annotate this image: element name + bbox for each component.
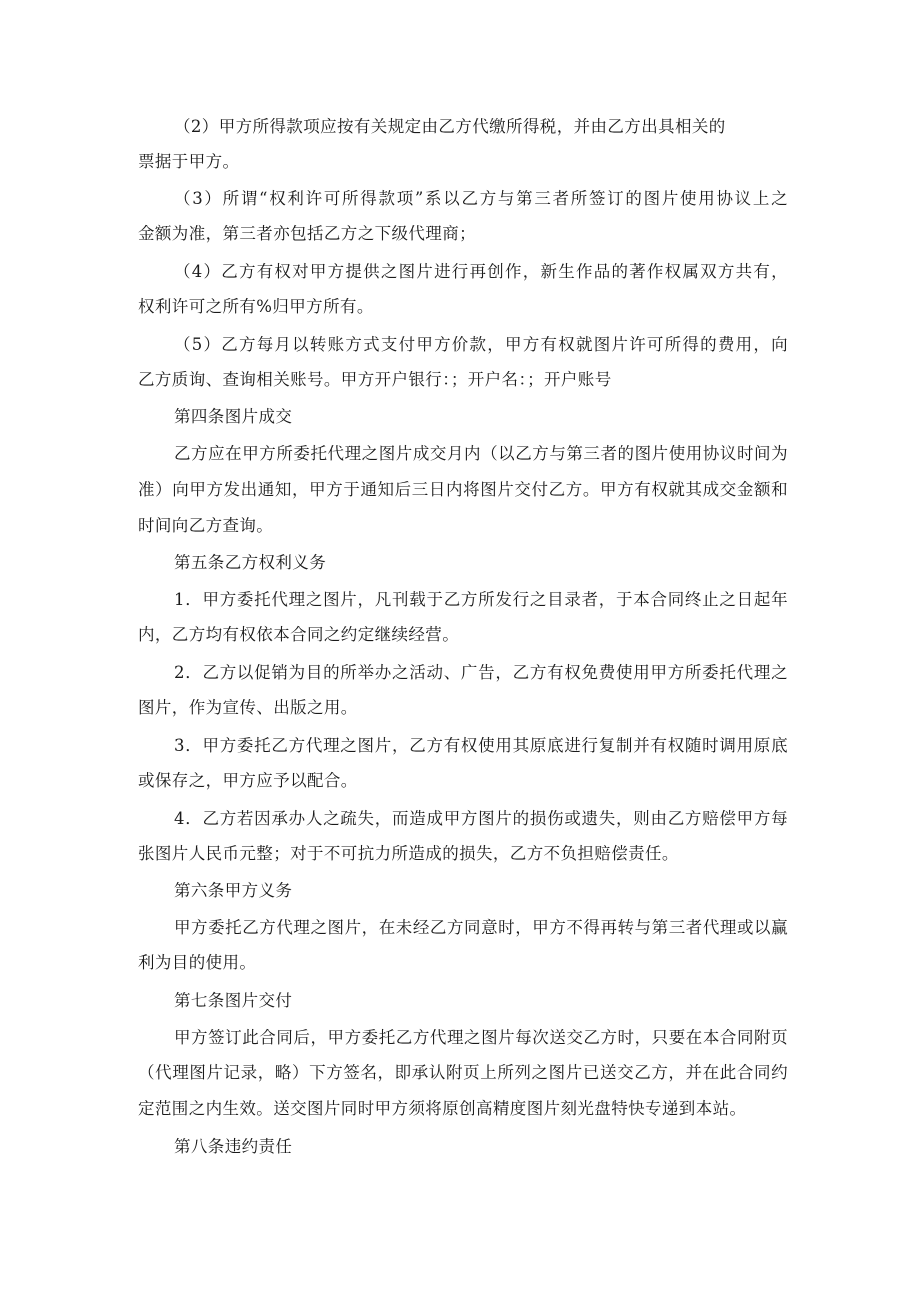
paragraph-line: 利为目的使用。: [138, 953, 257, 972]
paragraph-line: 内，乙方均有权依本合同之约定继续经营。: [138, 625, 460, 644]
paragraph-line: 乙方质询、查询相关账号。甲方开户银行：；开户名：；开户账号: [138, 370, 612, 389]
paragraph-line: （2）甲方所得款项应按有关规定由乙方代缴所得税，并由乙方出具相关的: [174, 117, 726, 136]
paragraph-line: （4）乙方有权对甲方提供之图片进行再创作，新生作品的著作权属双方共有，: [174, 262, 788, 281]
paragraph-line: 张图片人民币元整；对于不可抗力所造成的损失，乙方不负担赔偿责任。: [138, 844, 679, 863]
paragraph-line: 票据于甲方。: [138, 152, 240, 171]
section-heading: 第五条乙方权利义务: [174, 553, 327, 572]
paragraph-line: 3．甲方委托乙方代理之图片，乙方有权使用其原底进行复制并有权随时调用原底: [174, 736, 788, 755]
paragraph-line: 甲方签订此合同后，甲方委托乙方代理之图片每次送交乙方时，只要在本合同附页: [174, 1028, 788, 1047]
paragraph-line: （5）乙方每月以转账方式支付甲方价款，甲方有权就图片许可所得的费用，向: [174, 335, 788, 354]
paragraph-line: 4．乙方若因承办人之疏失，而造成甲方图片的损伤或遗失，则由乙方赔偿甲方每: [174, 809, 788, 828]
paragraph-line: 1．甲方委托代理之图片，凡刊载于乙方所发行之目录者，于本合同终止之日起年: [174, 590, 788, 609]
section-heading: 第七条图片交付: [174, 991, 293, 1010]
paragraph-line: 时间向乙方查询。: [138, 516, 274, 535]
paragraph-line: （代理图片记录，略）下方签名，即承认附页上所列之图片已送交乙方，并在此合同约: [138, 1063, 788, 1082]
paragraph-line: 金额为准，第三者亦包括乙方之下级代理商；: [138, 224, 476, 243]
section-heading: 第八条违约责任: [174, 1137, 293, 1156]
section-heading: 第六条甲方义务: [174, 881, 293, 900]
paragraph-line: 2．乙方以促销为目的所举办之活动、广告，乙方有权免费使用甲方所委托代理之: [174, 663, 788, 682]
section-heading: 第四条图片成交: [174, 407, 293, 426]
paragraph-line: 定范围之内生效。送交图片同时甲方须将原创高精度图片刻光盘特快专递到本站。: [138, 1099, 747, 1118]
paragraph-line: 准）向甲方发出通知，甲方于通知后三日内将图片交付乙方。甲方有权就其成交金额和: [138, 480, 788, 499]
paragraph-line: 权利许可之所有%归甲方所有。: [138, 297, 374, 316]
paragraph-line: 图片，作为宣传、出版之用。: [138, 698, 358, 717]
paragraph-line: （3）所谓“权利许可所得款项”系以乙方与第三者所签订的图片使用协议上之: [174, 189, 788, 208]
paragraph-line: 甲方委托乙方代理之图片，在未经乙方同意时，甲方不得再转与第三者代理或以赢: [174, 918, 788, 937]
paragraph-line: 或保存之，甲方应予以配合。: [138, 771, 358, 790]
paragraph-line: 乙方应在甲方所委托代理之图片成交月内（以乙方与第三者的图片使用协议时间为: [174, 444, 788, 463]
